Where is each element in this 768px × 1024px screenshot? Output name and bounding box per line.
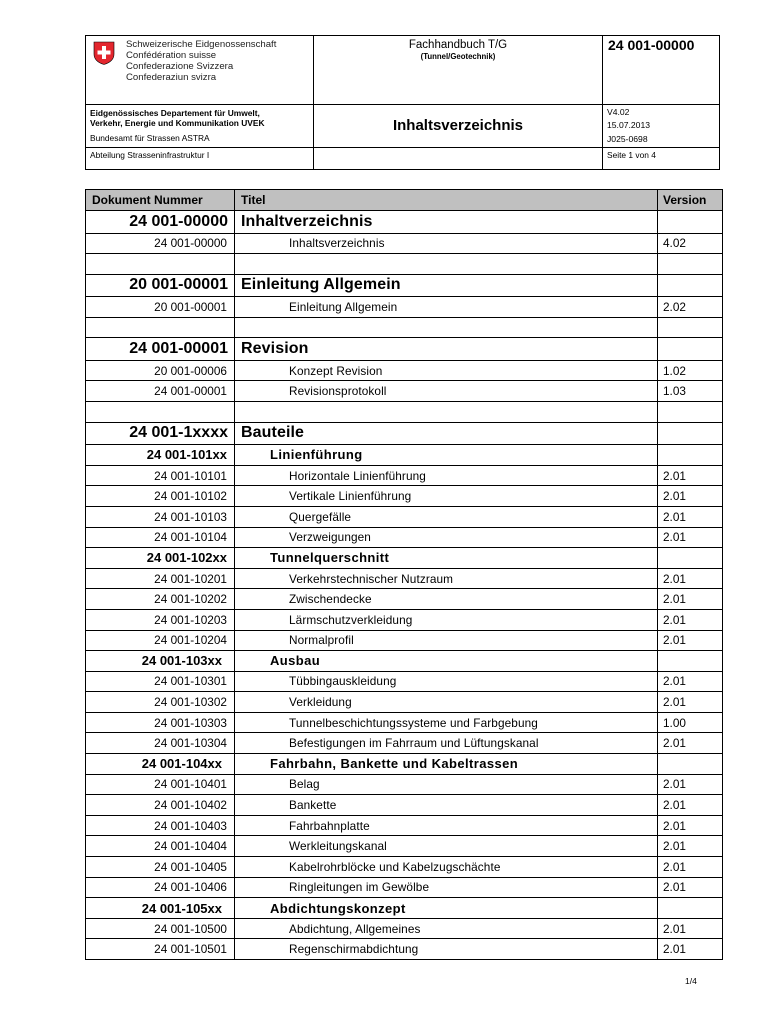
version-cell: 2.01 — [658, 465, 723, 486]
title-cell: Abdichtung, Allgemeines — [235, 918, 658, 939]
version-cell: 2.01 — [658, 918, 723, 939]
table-row — [86, 381, 723, 402]
title-cell — [235, 402, 658, 423]
doc-number-cell: 24 001-10303 — [86, 712, 235, 733]
title-cell: Bankette — [235, 795, 658, 816]
title-cell: Einleitung Allgemein — [235, 274, 658, 297]
table-row — [86, 486, 723, 507]
version-cell: 1.03 — [658, 381, 723, 402]
handbook-cell — [314, 36, 603, 105]
version-cell — [658, 338, 723, 361]
title-cell: Lärmschutzverkleidung — [235, 609, 658, 630]
version-cell: 2.01 — [658, 774, 723, 795]
table-row — [86, 939, 723, 960]
title-cell: Tunnelbeschichtungssysteme und Farbgebung — [235, 712, 658, 733]
document-number: 24 001-00000 — [603, 36, 720, 105]
table-row — [86, 774, 723, 795]
version-cell: 2.01 — [658, 939, 723, 960]
department-line-1: Eidgenössisches Departement für Umwelt, — [90, 108, 260, 118]
version-cell: 2.01 — [658, 692, 723, 713]
table-row — [86, 857, 723, 878]
title-cell: Quergefälle — [235, 506, 658, 527]
table-row — [86, 815, 723, 836]
title-cell: Fahrbahn, Bankette und Kabeltrassen — [235, 754, 658, 775]
title-cell: Abdichtungskonzept — [235, 898, 658, 919]
title-cell: Verkleidung — [235, 692, 658, 713]
doc-number-cell: 24 001-10500 — [86, 918, 235, 939]
page-info: Seite 1 von 4 — [603, 147, 720, 169]
swiss-cross-icon — [93, 41, 115, 65]
title-cell: Ringleitungen im Gewölbe — [235, 877, 658, 898]
title-cell: Inhaltverzeichnis — [235, 211, 658, 234]
version-cell — [658, 254, 723, 275]
title-cell: Tübbingauskleidung — [235, 671, 658, 692]
table-row — [86, 733, 723, 754]
doc-number-cell: 24 001-10402 — [86, 795, 235, 816]
section-row — [86, 211, 723, 234]
table-header-row — [86, 190, 723, 211]
version-cell — [658, 422, 723, 445]
division: Abteilung Strasseninfrastruktur I — [86, 147, 314, 169]
blank-row — [86, 254, 723, 275]
doc-number-cell: 24 001-00001 — [86, 338, 235, 361]
table-row — [86, 609, 723, 630]
doc-number-cell: 24 001-10101 — [86, 465, 235, 486]
version-cell: 2.01 — [658, 506, 723, 527]
page-number: 1/4 — [685, 976, 697, 986]
version-cell: 2.01 — [658, 589, 723, 610]
section-row — [86, 445, 723, 466]
office-name: Bundesamt für Strassen ASTRA — [90, 132, 210, 143]
section-row — [86, 274, 723, 297]
section-row — [86, 548, 723, 569]
version-cell: 2.01 — [658, 630, 723, 651]
table-row — [86, 589, 723, 610]
title-cell: Bauteile — [235, 422, 658, 445]
version-cell — [658, 274, 723, 297]
logo-line-fr: Confédération suisse — [126, 50, 217, 61]
reference: J025-0698 — [607, 133, 648, 144]
version-cell — [658, 898, 723, 919]
table-row — [86, 568, 723, 589]
version-cell: 4.02 — [658, 233, 723, 254]
section-row — [86, 651, 723, 672]
doc-number-cell: 24 001-10204 — [86, 630, 235, 651]
doc-number-cell — [86, 402, 235, 423]
version-cell — [658, 211, 723, 234]
doc-number-cell: 24 001-10406 — [86, 877, 235, 898]
table-body — [86, 211, 723, 960]
version-cell: 2.02 — [658, 297, 723, 318]
column-header-number: Dokument Nummer — [86, 190, 235, 211]
doc-number-cell: 24 001-102xx — [86, 548, 235, 569]
version-cell: 2.01 — [658, 836, 723, 857]
doc-number-cell: 24 001-00000 — [86, 233, 235, 254]
empty-cell — [314, 147, 603, 169]
version-cell: 2.01 — [658, 733, 723, 754]
version-cell — [658, 548, 723, 569]
table-row — [86, 506, 723, 527]
title-cell: Linienführung — [235, 445, 658, 466]
logo-line-de: Schweizerische Eidgenossenschaft — [126, 39, 277, 50]
department-cell — [86, 105, 314, 148]
logo-line-it: Confederazione Svizzera — [126, 61, 234, 72]
table-row — [86, 712, 723, 733]
title-cell: Horizontale Linienführung — [235, 465, 658, 486]
title-cell: Zwischendecke — [235, 589, 658, 610]
doc-number-cell: 24 001-1xxxx — [86, 422, 235, 445]
version-cell — [658, 651, 723, 672]
version-cell: 2.01 — [658, 877, 723, 898]
title-cell: Normalprofil — [235, 630, 658, 651]
doc-number-cell: 24 001-10302 — [86, 692, 235, 713]
department-line-2: Verkehr, Energie und Kommunikation UVEK — [90, 118, 265, 129]
section-row — [86, 754, 723, 775]
doc-number-cell: 24 001-10103 — [86, 506, 235, 527]
title-cell: Revisionsprotokoll — [235, 381, 658, 402]
table-row — [86, 527, 723, 548]
doc-number-cell: 24 001-10405 — [86, 857, 235, 878]
version-cell: 2.01 — [658, 486, 723, 507]
section-row — [86, 338, 723, 361]
table-row — [86, 671, 723, 692]
doc-number-cell: 24 001-10304 — [86, 733, 235, 754]
title-cell: Vertikale Linienführung — [235, 486, 658, 507]
version-cell — [658, 445, 723, 466]
doc-number-cell — [86, 254, 235, 275]
section-row — [86, 422, 723, 445]
doc-number-cell: 24 001-10404 — [86, 836, 235, 857]
doc-number-cell: 24 001-00001 — [86, 381, 235, 402]
doc-number-cell: 24 001-10203 — [86, 609, 235, 630]
doc-number-cell: 24 001-10501 — [86, 939, 235, 960]
title-cell: Regenschirmabdichtung — [235, 939, 658, 960]
version: V4.02 — [607, 107, 630, 117]
confederation-names — [126, 39, 276, 83]
doc-number-cell: 24 001-101xx — [86, 445, 235, 466]
title-cell: Einleitung Allgemein — [235, 297, 658, 318]
handbook-title: Fachhandbuch T/G — [408, 39, 508, 51]
version-cell: 1.02 — [658, 360, 723, 381]
doc-number-cell — [86, 317, 235, 338]
title-cell: Verzweigungen — [235, 527, 658, 548]
title-cell: Befestigungen im Fahrraum und Lüftungskanal — [235, 733, 658, 754]
doc-number-cell: 24 001-10102 — [86, 486, 235, 507]
doc-number-cell: 24 001-10301 — [86, 671, 235, 692]
doc-number-cell: 24 001-103xx — [86, 651, 235, 672]
doc-number-cell: 24 001-10202 — [86, 589, 235, 610]
title-cell — [235, 317, 658, 338]
version-cell: 2.01 — [658, 795, 723, 816]
table-row — [86, 297, 723, 318]
document-header — [85, 35, 720, 170]
table-row — [86, 795, 723, 816]
title-cell: Ausbau — [235, 651, 658, 672]
table-row — [86, 233, 723, 254]
title-cell — [235, 254, 658, 275]
title-cell: Revision — [235, 338, 658, 361]
doc-number-cell: 24 001-10201 — [86, 568, 235, 589]
version-cell: 2.01 — [658, 527, 723, 548]
table-row — [86, 360, 723, 381]
version-cell: 2.01 — [658, 568, 723, 589]
doc-number-cell: 24 001-00000 — [86, 211, 235, 234]
title-cell: Inhaltsverzeichnis — [235, 233, 658, 254]
title-cell: Fahrbahnplatte — [235, 815, 658, 836]
page-title: Inhaltsverzeichnis — [314, 105, 603, 148]
version-cell — [603, 105, 720, 148]
blank-row — [86, 317, 723, 338]
title-cell: Tunnelquerschnitt — [235, 548, 658, 569]
version-cell: 2.01 — [658, 609, 723, 630]
blank-row — [86, 402, 723, 423]
version-cell: 1.00 — [658, 712, 723, 733]
version-cell: 2.01 — [658, 815, 723, 836]
version-cell — [658, 754, 723, 775]
version-cell: 2.01 — [658, 671, 723, 692]
doc-number-cell: 20 001-00006 — [86, 360, 235, 381]
version-cell — [658, 402, 723, 423]
table-row — [86, 630, 723, 651]
table-row — [86, 692, 723, 713]
section-row — [86, 898, 723, 919]
doc-number-cell: 20 001-00001 — [86, 297, 235, 318]
doc-number-cell: 24 001-10401 — [86, 774, 235, 795]
doc-number-cell: 24 001-10403 — [86, 815, 235, 836]
table-row — [86, 465, 723, 486]
doc-number-cell: 24 001-10104 — [86, 527, 235, 548]
handbook-subtitle: (Tunnel/Geotechnik) — [420, 52, 496, 61]
title-cell: Werkleitungskanal — [235, 836, 658, 857]
doc-number-cell: 20 001-00001 — [86, 274, 235, 297]
table-row — [86, 836, 723, 857]
title-cell: Kabelrohrblöcke und Kabelzugschächte — [235, 857, 658, 878]
column-header-title: Titel — [235, 190, 658, 211]
table-row — [86, 877, 723, 898]
title-cell: Belag — [235, 774, 658, 795]
title-cell: Konzept Revision — [235, 360, 658, 381]
date: 15.07.2013 — [607, 120, 651, 131]
logo-block — [86, 36, 314, 105]
version-cell — [658, 317, 723, 338]
doc-number-cell: 24 001-105xx — [86, 898, 235, 919]
column-header-version: Version — [658, 190, 723, 211]
contents-table — [85, 189, 723, 960]
title-cell: Verkehrstechnischer Nutzraum — [235, 568, 658, 589]
version-cell: 2.01 — [658, 857, 723, 878]
doc-number-cell: 24 001-104xx — [86, 754, 235, 775]
logo-line-rm: Confederaziun svizra — [126, 72, 217, 83]
table-row — [86, 918, 723, 939]
